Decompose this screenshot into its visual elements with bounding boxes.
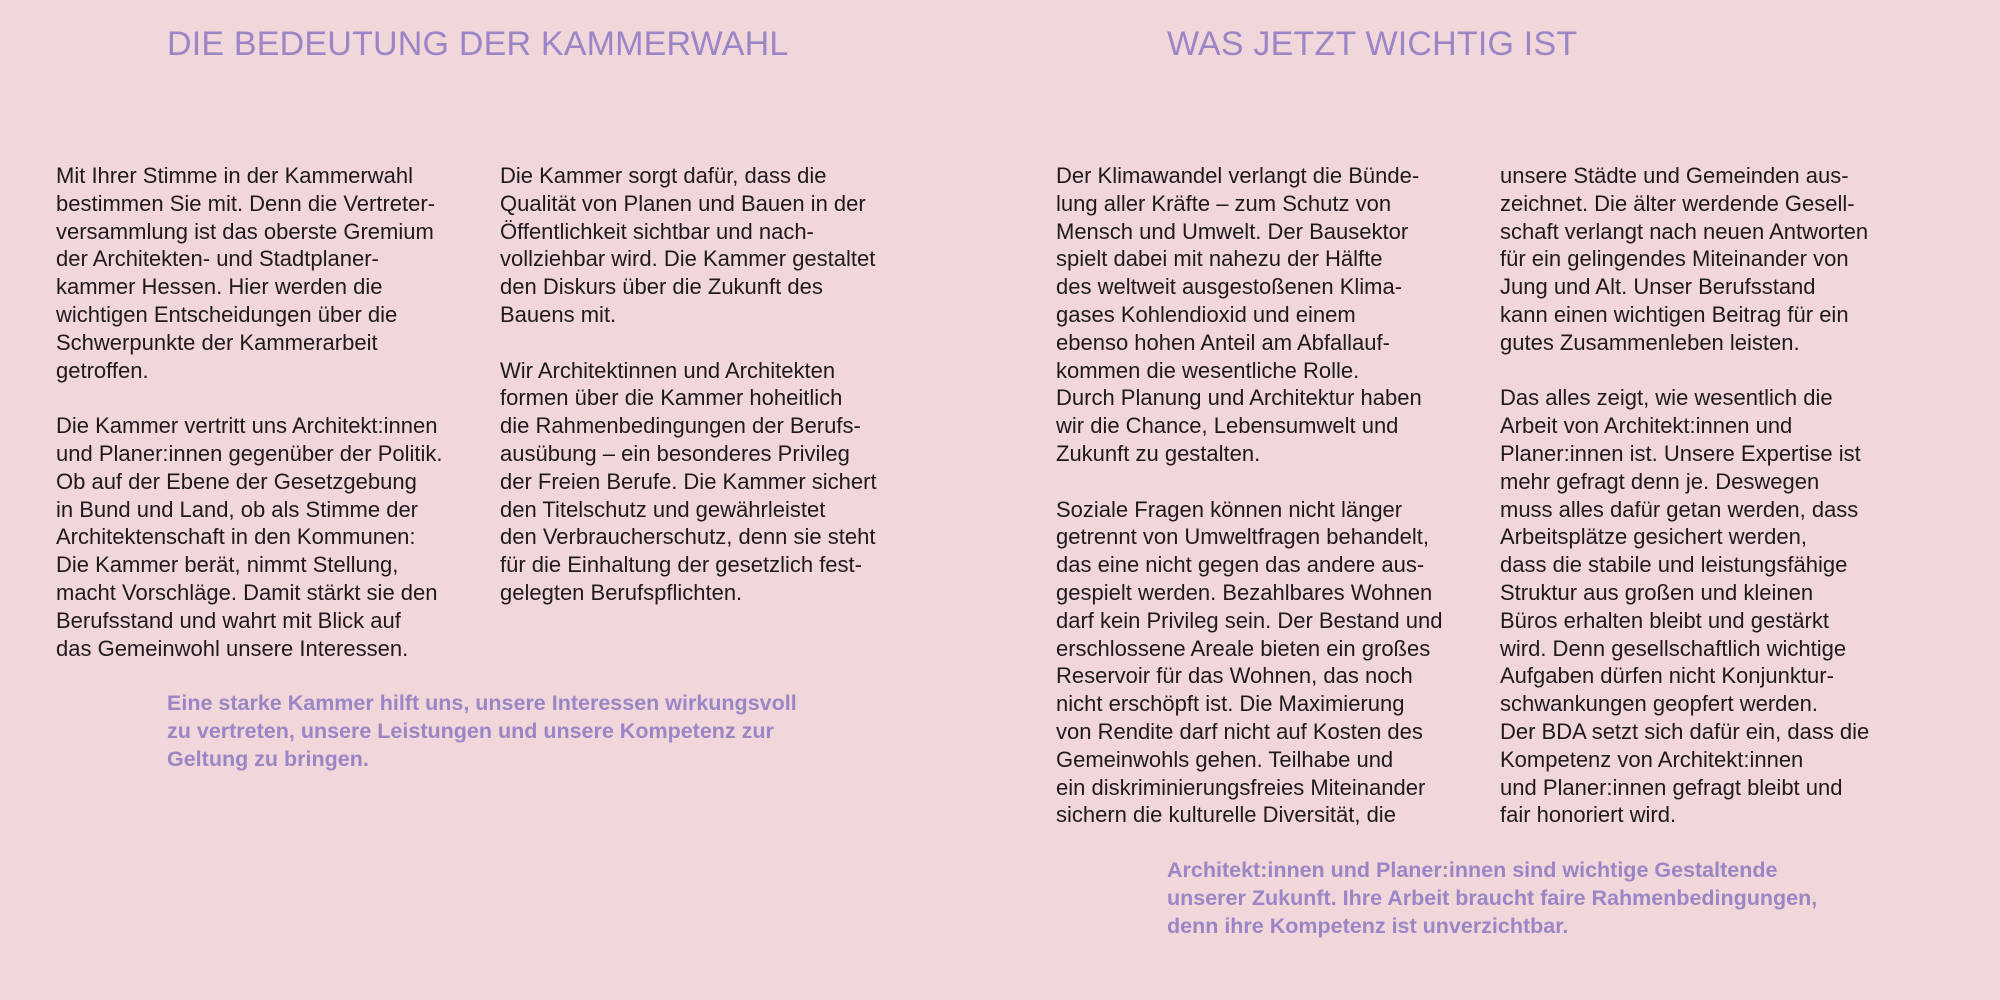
left-pull-quote: Eine starke Kammer hilft uns, unsere Interessen wirkungsvoll zu vertreten, unsere Leistungen und unsere Kompetenz zur Geltung zu bringen.	[167, 691, 797, 771]
left-body-column-1: Mit Ihrer Stimme in der Kammerwahl bestimmen Sie mit. Denn die Vertreter- versammlung ist das oberste Gremium der Architekten- und Stadtplaner- kammer Hessen. Hier werden die wichtigen Entscheidungen über die Schwerpunkte der Kammerarbeit getroffen. Die Kammer vertritt uns Architekt:innen und Planer:innen gegenüber der Politik. Ob auf der Ebene der Gesetzgebung in Bund und Land, ob als Stimme der Architektenschaft in den Kommunen: Die Kammer berät, nimmt Stellung, macht Vorschläge. Damit stärkt sie den Berufsstand und wahrt mit Blick auf das Gemeinwohl unsere Interessen.	[56, 163, 443, 661]
left-page-heading: DIE BEDEUTUNG DER KAMMERWAHL	[167, 25, 789, 63]
left-body-column-2: Die Kammer sorgt dafür, dass die Qualität von Planen und Bauen in der Öffentlichkeit sichtbar und nach- vollziehbar wird. Die Kammer gestaltet den Diskurs über die Zukunft des Bauens mit. Wir Architektinnen und Architekten formen über die Kammer hoheitlich die Rahmenbedingungen der Berufs- ausübung – ein besonderes Privileg der Freien Berufe. Die Kammer sichert den Titelschutz und gewährleistet den Verbraucherschutz, denn sie steht für die Einhaltung der gesetzlich fest- gelegten Berufspflichten.	[500, 163, 877, 605]
right-pull-quote: Architekt:innen und Planer:innen sind wichtige Gestaltende unserer Zukunft. Ihre Arbeit braucht faire Rahmenbedingungen, denn ihre Kompetenz ist unverzichtbar.	[1167, 858, 1818, 938]
right-body-column-1: Der Klimawandel verlangt die Bünde- lung aller Kräfte – zum Schutz von Mensch und Umwelt. Der Bausektor spielt dabei mit nahezu der Hälfte des weltweit ausgestoßenen Klima- gases Kohlendioxid und einem ebenso hohen Anteil am Abfallauf- kommen die wesentliche Rolle. Durch Planung und Architektur haben wir die Chance, Lebensumwelt und Zukunft zu gestalten. Soziale Fragen können nicht länger getrennt von Umweltfragen behandelt, das eine nicht gegen das andere aus- gespielt werden. Bezahlbares Wohnen darf kein Privileg sein. Der Bestand und erschlossene Areale bieten ein großes Reservoir für das Wohnen, das noch nicht erschöpft ist. Die Maximierung von Rendite darf nicht auf Kosten des Gemeinwohls gehen. Teilhabe und ein diskriminierungsfreies Miteinander sichern die kulturelle Diversität, die	[1056, 163, 1443, 828]
right-page-heading: WAS JETZT WICHTIG IST	[1167, 25, 1578, 63]
right-body-column-2: unsere Städte und Gemeinden aus- zeichnet. Die älter werdende Gesell- schaft verlangt nach neuen Antworten für ein gelingendes Miteinander von Jung und Alt. Unser Berufsstand kann einen wichtigen Beitrag für ein gutes Zusammenleben leisten. Das alles zeigt, wie wesentlich die Arbeit von Architekt:innen und Planer:innen ist. Unsere Expertise ist mehr gefragt denn je. Deswegen muss alles dafür getan werden, dass Arbeitsplätze gesichert werden, dass die stabile und leistungsfähige Struktur aus großen und kleinen Büros erhalten bleibt und gestärkt wird. Denn gesellschaftlich wichtige Aufgaben dürfen nicht Konjunktur- schwankungen geopfert werden. Der BDA setzt sich dafür ein, dass die Kompetenz von Architekt:innen und Planer:innen gefragt bleibt und fair honoriert wird.	[1500, 163, 1870, 828]
